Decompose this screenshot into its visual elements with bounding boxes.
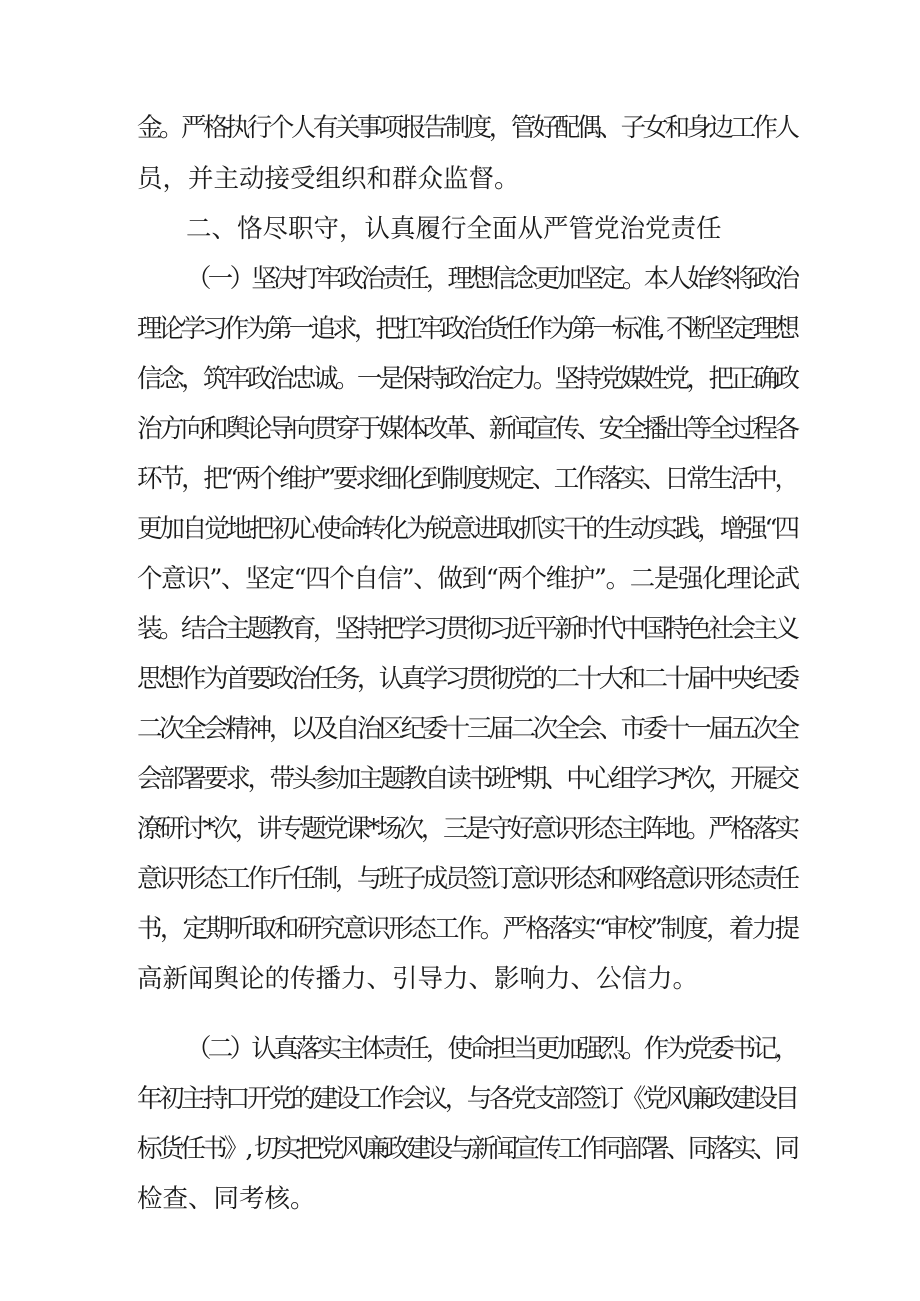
text-line: （一）坚决打牢政治责任，理想信念更加坚定。本人始终将政治	[186, 264, 797, 294]
text-line: 检查、同考核。	[137, 1184, 316, 1214]
text-line: 二次全会精神，以及自治区纪委十三届二次全会、市委十一届五次全	[137, 714, 797, 744]
section-heading: 二、恪尽职守，认真履行全面从严管党治党责任	[186, 214, 722, 244]
text-line: 信念，筑牢政治忠诚。一是保持政治定力。坚持党媒姓党，把正确政	[137, 364, 797, 394]
text-line: 环节，把“两个维护”要求细化到制度规定、工作落实、日常生活中，	[137, 464, 797, 494]
text-line: 个意识”、坚定“四个自信”、做到“两个维护”。二是强化理论武	[137, 564, 799, 594]
text-line: 思想作为首要政治任务，认真学习贯彻党的二十大和二十届中央纪委	[137, 664, 797, 694]
text-line: 治方向和舆论导向贯穿于媒体改革、新闻宣传、安全播出等全过程各	[137, 414, 797, 444]
text-line: 潦研讨*次，讲专题党课*场次，三是守好意识形态主阵地。严格落实	[137, 814, 797, 844]
text-line: 员，并主动接受组织和群众监督。	[137, 164, 520, 194]
text-line: 标货任书》, 切实把党风廉政建设与新闻宣传工作同部署、同落实、同	[137, 1134, 797, 1164]
text-line: 更加自觉地把初心使命转化为锐意进取抓实干的生动实践，增强“四	[137, 514, 797, 544]
text-line: 高新闻舆论的传播力、引导力、影响力、公信力。	[137, 964, 699, 994]
text-line: 意识形态工作斤任制，与班子成员签订意识形态和网络意识形态责任	[137, 864, 797, 894]
text-line: 装。结合主题教育，坚持把学习贯彻习近平新时代中国特色社会主义	[137, 614, 797, 644]
text-line: 年初主持口开党的建设工作会议，与各党支部签订《党风廉政建设目	[137, 1084, 797, 1114]
text-line: 会部署要求，带头参加主题教自读书班*期、中心组学习*次，开屣交	[137, 764, 797, 794]
text-line: （二）认真落实主体责任，使命担当更加强烈。作为党委书记，	[186, 1034, 797, 1064]
text-line: 理论学习作为第一追求，把扛牢政治货任作为第一标准, 不断坚定理想	[137, 314, 797, 344]
text-line: 书，定期听取和研究意识形态工作。严格落实“审校”制度，着力提	[137, 914, 798, 944]
text-line: 金。严格执行个人有关事项报告制度，管好配偶、子女和身边工作人	[137, 113, 797, 143]
